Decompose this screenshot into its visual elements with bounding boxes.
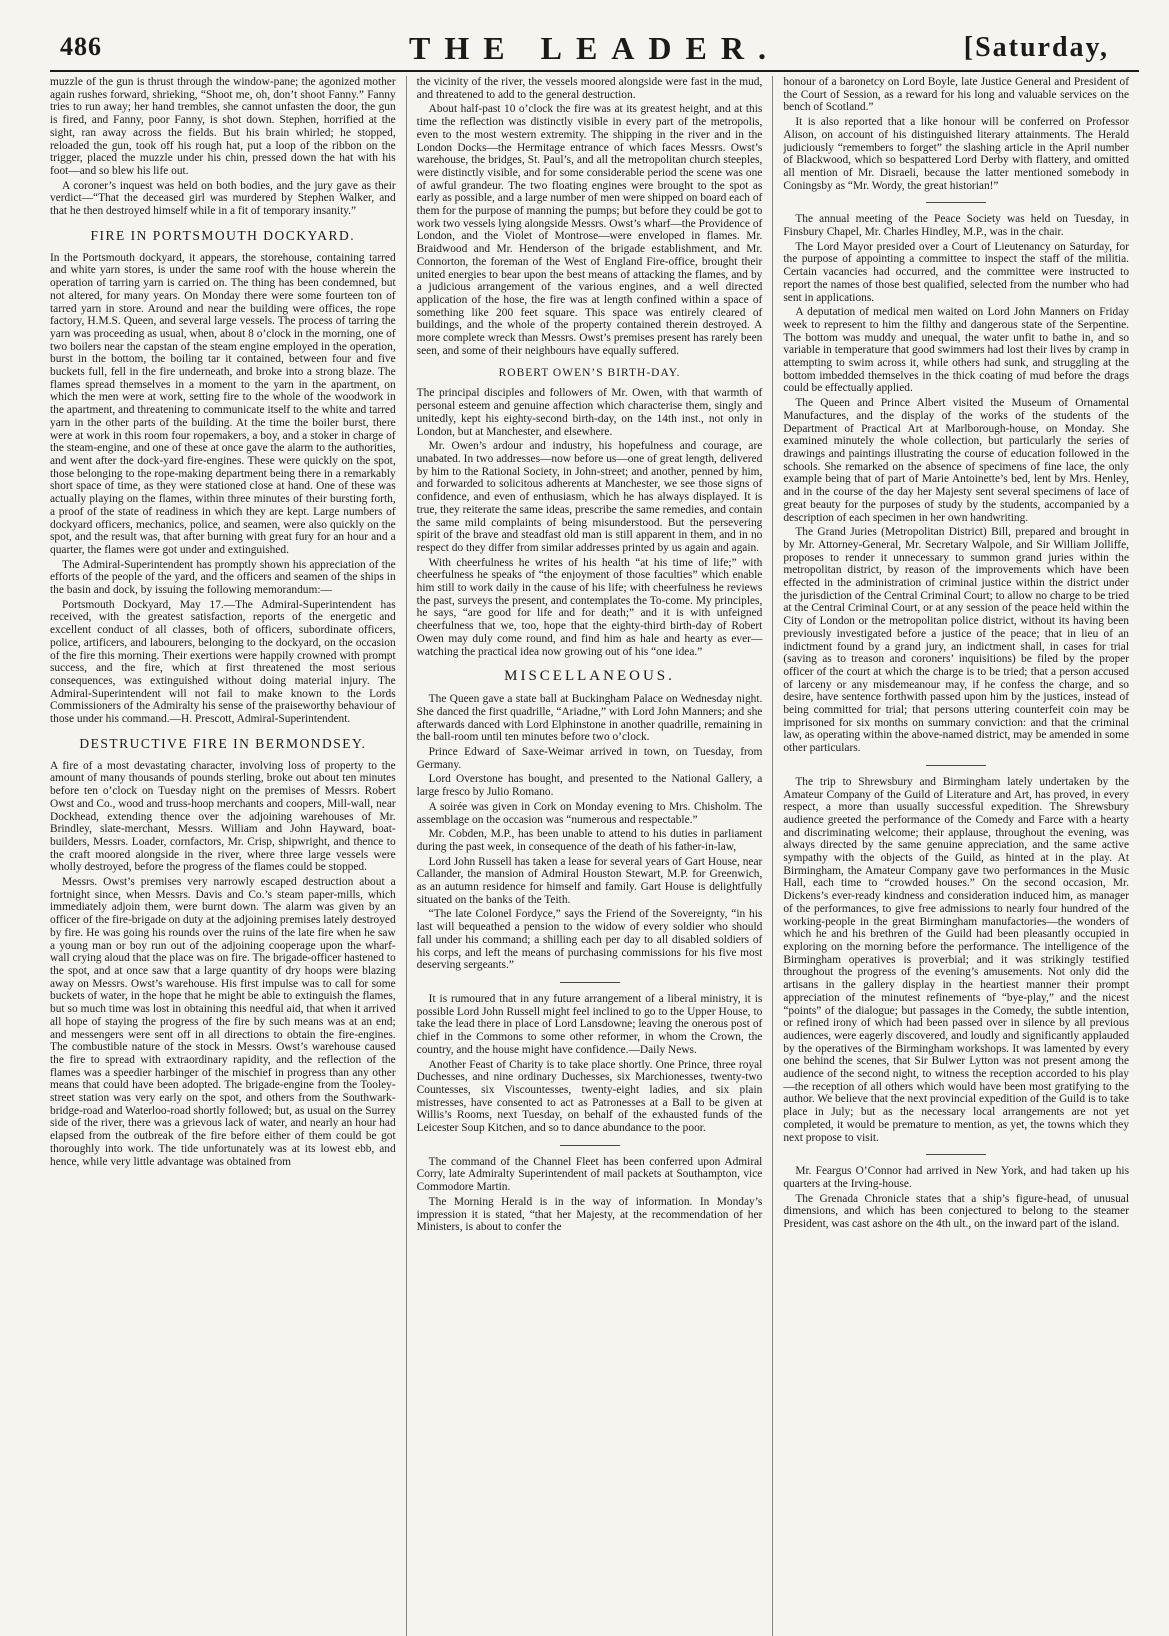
divider bbox=[926, 765, 986, 766]
article-paragraph: A soirée was given in Cork on Monday evening to Mrs. Chisholm. The assemblage on the occasion was “numerous and respectable.” bbox=[416, 800, 763, 826]
article-paragraph: The Queen and Prince Albert visited the Museum of Ornamental Manufactures, and the display of the works of the students of the Department of Practical Art at Marlborough-house, on Monday. She examined minutely the whole collection, but particularly the series of drawings and paintings illustrating the course of education followed in the schools. She remarked on the absence of specimens of fine lace, the only example being that of part of Marie Antoinette’s bed, lent by Mrs. Henley, and in the course of the day her Majesty sent several specimens of lace of great beauty for the purposes of study by the students, accompanied by a description of each specimen in her own handwriting. bbox=[783, 397, 1130, 524]
issue-day: [Saturday, bbox=[963, 32, 1109, 63]
article-paragraph: With cheerfulness he writes of his health “at his time of life;” with cheerfulness he speaks of “the enjoyment of those faculties” which enable him still to work daily in the cause of his life; with cheerfulness he reviews the past, surveys the present, and contemplates the To-come. My principles, he says, “are good for life and for death;” and it is with unfeigned cheerfulness that we, too, hope that the eighty-third birth-day of Robert Owen may duly come round, and find him as hale and hearty as ever—watching the practical idea now growing out of his “one idea.” bbox=[416, 556, 763, 658]
page-number: 486 bbox=[60, 32, 102, 61]
divider bbox=[926, 1154, 986, 1155]
article-paragraph: honour of a baronetcy on Lord Boyle, late Justice General and President of the Court of Session, as a reward for his long and valuable services on the bench of Scotland.” bbox=[783, 76, 1130, 114]
article-paragraph: A coroner’s inquest was held on both bodies, and the jury gave as their verdict—“That the deceased girl was murdered by Stephen Walker, and that he then destroyed himself while in a fit of temporary insanity.” bbox=[50, 179, 396, 218]
section-heading: DESTRUCTIVE FIRE IN BERMONDSEY. bbox=[79, 735, 367, 751]
article-paragraph: The Morning Herald is in the way of information. In Monday’s impression it is stated, “that her Majesty, at the recommendation of her Ministers, is about to confer the bbox=[416, 1195, 763, 1234]
article-paragraph: Mr. Feargus O’Connor had arrived in New York, and had taken up his quarters at the Irving-house. bbox=[783, 1165, 1130, 1190]
article-paragraph: muzzle of the gun is thrust through the window-pane; the agonized mother again rushes forward, shrieking, “Shoot me, oh, don’t shoot Fanny.” Fanny tries to run away; her hand trembles, she cannot unfasten the door, the gun is fired, and Fanny, poor Fanny, is shot down. Stephen, horrified at the sight, ran away across the fields. But his brain whirled; he stopped, reloaded the gun, took off his rough hat, put a loop of the ribbon on the trigger, placed the muzzle under his chin, pressed down the hat with his foot—and so blew his life out. bbox=[50, 76, 396, 177]
article-paragraph: In the Portsmouth dockyard, it appears, the storehouse, containing tarred and white yarn stores, is under the same roof with the house wherein the operation of tarring yarn is carried on. The thing has been condemned, but not altered, for many years. On Monday there were some fourteen ton of tarred yarn in store. Around and near the building were offices, the rope factory, H.M.S. Queen, and several large vessels. The process of tarring the yarn was proceeding as usual, when, about 8 o’clock in the morning, one of two boilers near the capstan of the steam engine employed in the operation, burst in the bottom, the boiling tar it contained, between four and five buckets full, fell in the fire underneath, and broke into a strong blaze. The flames spread themselves in a moment to the yarn in the apartment, on which the men were at work, setting fire to the whole of the woodwork in the apartment, and threatening to communicate itself to the white and tarred yarn in the other parts of the building. At the time the boiler burst, there were at work in this room four ropemakers, a boy, and a stoker in charge of the steam-engine, and one of these at once gave the alarm to the authorities, and went after the dock-yard fire-engines. These were quickly on the spot, those belonging to the rope-making department being there in a remarkably short space of time, as they were stationed close at hand. One of these was actually playing on the flames, within three minutes of their bursting forth, a proof of the state of readiness in which they are kept. Large numbers of dockyard officers, mechanics, police, and seamen, were also quickly on the spot, and the result was, that after burning with great fury for an hour and a quarter, the flames were got under and extinguished. bbox=[50, 251, 396, 556]
article-paragraph: The annual meeting of the Peace Society was held on Tuesday, in Finsbury Chapel, Mr. Charles Hindley, M.P., was in the chair. bbox=[783, 213, 1130, 239]
article-paragraph: Lord Overstone has bought, and presented to the National Gallery, a large fresco by Julio Romano. bbox=[416, 773, 763, 799]
article-paragraph: Mr. Cobden, M.P., has been unable to attend to his duties in parliament during the past week, in consequence of the death of his father-in-law, bbox=[416, 828, 763, 853]
article-paragraph: The command of the Channel Fleet has been conferred upon Admiral Corry, late Admiralty Superintendent of mail packets at Southampton, vice Commodore Martin. bbox=[416, 1155, 763, 1194]
article-paragraph: The Lord Mayor presided over a Court of Lieutenancy on Saturday, for the purpose of appointing a committee to inspect the staff of the militia. Certain vacancies had occurred, and the committee were instructed to report the names of those best qualified, selected from the number who had sent in applications. bbox=[783, 240, 1130, 304]
article-paragraph: The Grenada Chronicle states that a ship’s figure-head, of unusual dimensions, and which has been conjectured to belong to the steamer President, was cast ashore on the 4th ult., on the inward part of the island. bbox=[783, 1192, 1130, 1231]
article-paragraph: “The late Colonel Fordyce,” says the Friend of the Sovereignty, “in his last will bequeathed a pension to the widow of every soldier who should fall under his command; a shilling each per day to all disabled soldiers of his corps, and left the means of purchasing commissions for his five most deserving sergeants.” bbox=[416, 908, 763, 972]
newspaper-title: THE LEADER. bbox=[409, 30, 780, 66]
article-paragraph: The Admiral-Superintendent has promptly shown his appreciation of the efforts of the people of the yard, and the officers and seamen of the ships in the basin and dock, by issuing the following memorandum:— bbox=[50, 558, 396, 597]
article-paragraph: About half-past 10 o’clock the fire was at its greatest height, and at this time the reflection was distinctly visible in every part of the metropolis, even to the most western extremity. The shipping in the river and in the London Docks—the Hermitage entrance of which faces Messrs. Owst’s warehouse, the bridges, St. Paul’s, and all the metropolitan church steeples, were distinctly visible, and for some considerable period the scene was one of awful grandeur. The two floating engines were brought to the spot as early as possible, and a large number of men were shipped on board each of them for the purpose of manning the pumps; but before they could be got to work two vessels lying alongside Messrs. Owst’s wharf—the Providence of London, and the Violet of Montrose—were enveloped in flames. Mr. Braidwood and Mr. Henderson of the brigade establishment, and Mr. Connorton, the foreman of the West of England Fire-office, brought their united energies to bear upon the best means of attacking the flames, and by a judicious arrangement of the various engines, and a well directed application of the hose, the fire was at length confined within a space of something like 200 feet square. This space was entirely cleared of buildings, and the whole of the property contained therein destroyed. A more complete wreck than Messrs. Owst’s premises present has rarely been seen, and some of their neighbours have equally suffered. bbox=[416, 103, 763, 357]
article-paragraph: Lord John Russell has taken a lease for several years of Gart House, near Callander, the mansion of Admiral Houston Stewart, M.P. for Greenwich, as an autumn residence for himself and family. Gart House is delightfully situated on the banks of the Teith. bbox=[416, 855, 763, 906]
section-heading: FIRE IN PORTSMOUTH DOCKYARD. bbox=[90, 227, 356, 243]
article-paragraph: Another Feast of Charity is to take place shortly. One Prince, three royal Duchesses, and nine ordinary Duchesses, six Marchionesses, twenty-two Countesses, six Viscountesses, twenty-eight ladies, and six plain mistresses, have consented to act as Patronesses at a Ball to be given at Willis’s Rooms, next Tuesday, on behalf of the exhausted funds of the Leicester Soup Kitchen, and so to dance abundance to the poor. bbox=[416, 1058, 763, 1135]
article-paragraph: The trip to Shrewsbury and Birmingham lately undertaken by the Amateur Company of the Guild of Literature and Art, has proved, in every respect, a more than usually successful expedition. The Shrewsbury audience greeted the performance of the Comedy and Farce with a hearty and discriminating welcome; their applause, throughout the evening, was always directed by the same genuine appreciation, and the same active sympathy with the objects of the Guild, as hinted at in the play. At Birmingham, the Amateur Company gave two performances in the Music Hall, each time to “crowded houses.” On the second occasion, Mr. Dickens’s ever-ready kindness and consideration induced him, as manager of the performances, to give free admissions to nearly four hundred of the working-people in the great Birmingham manufactories—the wonders of which he and his brethren of the Guild had been pleasantly occupied in exploring on the morning before the performance. The intelligence of the Birmingham operatives is proverbial; and it was strikingly testified throughout the progress of the evening’s amusements. Not only did the artisans in the gallery display in the heartiest manner their prompt appreciation of the minutest refinements of “bye-play,” and the nicest “points” of the dialogue; but passages in the Comedy, the subtle intention, or refined irony of which had been passed over in silence by all previous audiences, were eagerly discovered, and loudly and significantly applauded by the operatives of the Birmingham workshops. It was lamented by every one behind the scenes, that Sir Bulwer Lytton was not present among the audience of the second night, to witness the reception accorded to his play—the reception of all others which would have been most gratifying to the author. We believe that the next provincial expedition of the Guild is to take place in July; but as the necessary local arrangements are not yet completed, it would be premature to mention, as yet, the towns which they next propose to visit. bbox=[783, 775, 1130, 1144]
article-paragraph: The Grand Juries (Metropolitan District) Bill, prepared and brought in by Mr. Attorney-General, Mr. Secretary Walpole, and Sir William Jolliffe, proposes to render it unnecessary to summon grand juries within the metropolitan district, by reason of the improvements which have been effected in the administration of criminal justice within the district under the jurisdiction of the Central Criminal Court; to allow no charge to be tried at the Central Criminal Court, or at any session of the peace held within the City of London or the metropolitan police district, without its having been previously investigated before a justice of the peace; that in lieu of an indictment found by a grand jury, an indictment shall, in cases for trial (saving as to treason and coroners’ inquisitions) be filed by the proper officer of the court at which the charge is to be tried; that a person accused of larceny or any misdemeanour may, if he confess the charge, and so desire, have sentence forthwith passed upon him by the justices, instead of being committed for trial; that persons uttering counterfeit coin may be imprisoned for six months on summary conviction: and that the criminal law, as operating within the above-named district, may be amended in some other particulars. bbox=[783, 526, 1130, 755]
article-paragraph: the vicinity of the river, the vessels moored alongside were fast in the mud, and threatened to add to the general destruction. bbox=[416, 76, 763, 101]
article-paragraph: Prince Edward of Saxe-Weimar arrived in town, on Tuesday, from Germany. bbox=[416, 746, 763, 771]
divider bbox=[560, 1145, 620, 1146]
column-3 bbox=[773, 76, 1139, 1636]
section-heading: MISCELLANEOUS. bbox=[504, 668, 675, 685]
column-1 bbox=[50, 76, 407, 1636]
article-paragraph: It is also reported that a like honour will be conferred on Professor Alison, on account of his distinguished literary attainments. The Herald judiciously “remembers to forget” the slashing article in the April number of Blackwood, which so bespattered Lord Derby with flattery, and omitted all mention of Mr. Disraeli, because the latter mentioned somebody in Coningsby as “Mr. Wordy, the great historian!” bbox=[783, 116, 1130, 192]
article-paragraph: It is rumoured that in any future arrangement of a liberal ministry, it is possible Lord John Russell might feel inclined to go to the Upper House, to take the lead there in place of Lord Lansdowne; leaving the onerous post of chief in the Commons to some other reformer, in whom the Crown, the country, and the house might have confidence.—Daily News. bbox=[416, 993, 763, 1056]
article-paragraph: A deputation of medical men waited on Lord John Manners on Friday week to represent to him the filthy and dangerous state of the Serpentine. The bottom was muddy and unequal, the water unfit to bathe in, and so variable in temperature that good swimmers had lost their lives by cramp in attempting to swim across it, while others had sunk, and struggling at the bottom imbedded themselves in the thick coating of mud before the drags could be effectually applied. bbox=[783, 306, 1130, 395]
article-paragraph: The principal disciples and followers of Mr. Owen, with that warmth of personal esteem and genuine affection which characterise them, singly and unitedly, kept his eighty-second birth-day, on the 14th inst., not only in London, but at Manchester, and elsewhere. bbox=[416, 387, 763, 438]
article-paragraph: Mr. Owen’s ardour and industry, his hopefulness and courage, are unabated. In two addresses—now before us—one of great length, delivered by him to the Rational Society, in John-street; and another, penned by him, and forwarded to solicitous adherents at Manchester, we see those signs of confidence, and even of enthusiasm, which he has always displayed. It is true, they reiterate the same ideas, prescribe the same remedies, and contain the same mild complaints of being misunderstood. But the persevering spirit of the brave and steadfast old man is still apparent in them, and in no respect do they differ from similar addresses printed by us again and again. bbox=[416, 440, 763, 554]
section-heading: ROBERT OWEN’S BIRTH-DAY. bbox=[498, 367, 681, 380]
column-2 bbox=[407, 76, 774, 1636]
article-paragraph: The Queen gave a state ball at Buckingham Palace on Wednesday night. She danced the first quadrille, “Ariadne,” with Lord John Manners; and she afterwards danced with Lord Elphinstone in another quadrille, remaining in the ball-room until ten minutes before two o’clock. bbox=[416, 693, 763, 744]
article-paragraph: Messrs. Owst’s premises very narrowly escaped destruction about a fortnight since, when Messrs. Davis and Co.’s steam paper-mills, which immediately adjoin them, were burnt down. The alarm was given by an officer of the fire-brigade on duty at the adjoining premises lately destroyed by fire. He was going his rounds over the ruins of the late fire when he saw a young man or boy run out of the adjoining cooperage upon the wharf-wall crying aloud that the place was on fire. The brigade-officer hastened to the spot, and at once saw that a large quantity of dry hoops were blazing away on Messrs. Owst’s warehouse. His first impulse was to call for some buckets of water, in the hope that he might be able to extinguish the flames, but so much time was lost in obtaining this needful aid, that when it arrived all hope of staying the progress of the fire by such means was at an end; and messengers were sent off in all directions to obtain the fire-engines. The combustible nature of the stock in Messrs. Owst’s warehouse caused the fire to spread with extraordinary rapidity, and the reflection of the flames was a speedier harbinger of the mischief in progress than any other means that could have been adopted. The brigade-engine from the Tooley-street station was very early on the spot, and others from the Southwark-bridge-road and Waterloo-road shortly followed; but, as usual on the Surrey side of the river, there was a grievous lack of water, and nearly an hour had elapsed from the outbreak of the fire before either of them could be got thoroughly into work. The tide unfortunately was at its lowest ebb, and hence, while very little advantage was obtained from bbox=[50, 876, 396, 1168]
article-paragraph: A fire of a most devastating character, involving loss of property to the amount of many thousands of pounds sterling, broke out about ten minutes before ten o’clock on Tuesday night on the premises of Messrs. Robert Owst and Co., wood and truss-hoop merchants and coopers, Mill-wall, near Dockhead, extending thence over the adjoining warehouses of Mr. Brindley, slate-merchant, Messrs. William and John Hayward, boat-builders, Messrs. Loader, cornfactors, Mr. Crisp, shipwright, and thence to the craft moored alongside in the river, where three large vessels were wholly destroyed, before the progress of the flames could be stopped. bbox=[50, 759, 396, 874]
divider bbox=[560, 982, 620, 983]
columns bbox=[50, 76, 1139, 1636]
article-paragraph: Portsmouth Dockyard, May 17.—The Admiral-Superintendent has received, with the greatest satisfaction, reports of the energetic and excellent conduct of all classes, both of officers, subordinate officers, police, artificers, and labourers, belonging to the dockyard, on the occasion of the fire this morning. Their exertions were happily crowned with prompt success, and the fire, which at first threatened the most serious consequences, was extinguished without doing material injury. The Admiral-Superintendent will not fail to make known to the Lords Commissioners of the Admiralty his sense of the praiseworthy behaviour of those under his command.—H. Prescott, Admiral-Superintendent. bbox=[50, 598, 396, 726]
masthead bbox=[50, 26, 1139, 72]
divider bbox=[926, 202, 986, 203]
